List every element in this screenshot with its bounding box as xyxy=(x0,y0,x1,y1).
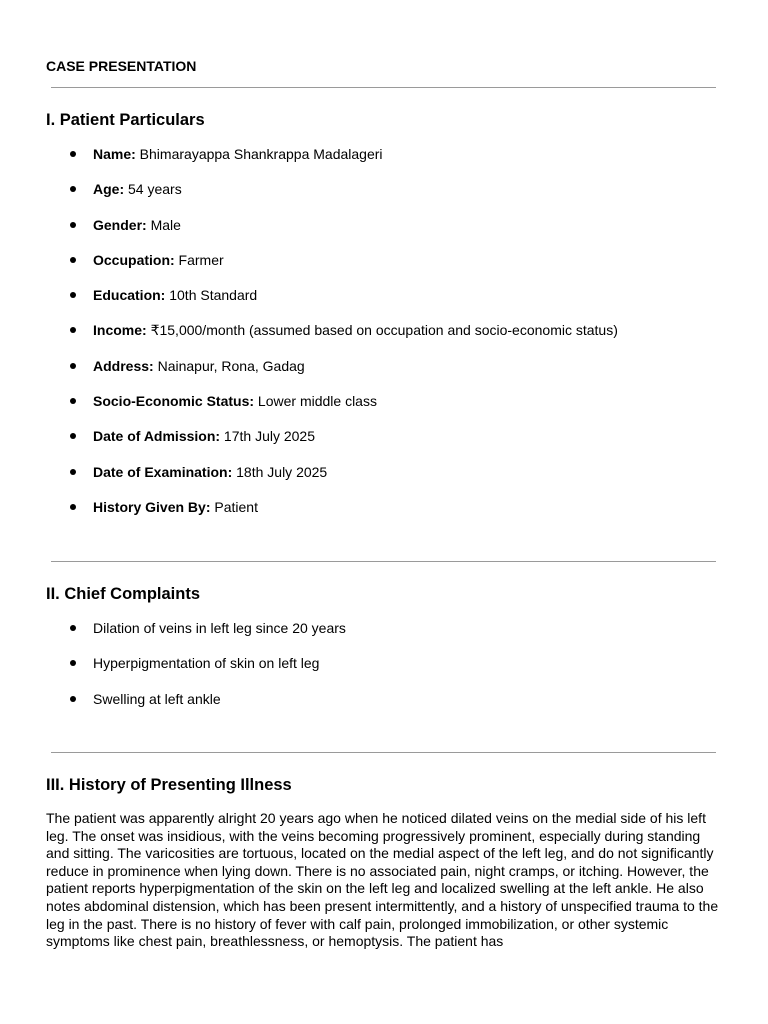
bullet-icon xyxy=(70,363,76,369)
field-label: Date of Examination: xyxy=(93,463,233,480)
section-divider xyxy=(51,561,716,562)
list-item-text xyxy=(93,251,224,269)
field-label: Income: xyxy=(93,322,147,339)
document-title: CASE PRESENTATION xyxy=(46,58,197,74)
list-item-text xyxy=(93,145,383,163)
bullet-icon xyxy=(70,151,76,157)
list-item xyxy=(0,357,768,392)
bullet-icon xyxy=(70,398,76,404)
field-value: Lower middle class xyxy=(254,393,377,410)
field-value: Farmer xyxy=(174,251,224,268)
patient-particulars-list xyxy=(0,145,768,533)
list-item xyxy=(0,392,768,427)
history-paragraph: The patient was apparently alright 20 years ago when he noticed dilated veins on the medial side of his left leg. The onset was insidious, with the veins becoming progressively prominent, especially during standing and sitting. The varicosities are tortuous, located on the medial aspect of the left leg, and do not significantly reduce in prominence when lying down. There is no associated pain, night cramps, or itching. However, the patient reports hyperpigmentation of the skin on the left leg and localized swelling at the left ankle. He also notes abdominal distension, which has been present intermittently, and a history of unspecified trauma to the leg in the past. There is no history of fever with calf pain, prolonged immobilization, or other systemic symptoms like chest pain, breathlessness, or hemoptysis. The patient has xyxy=(46,810,719,950)
field-label: Socio-Economic Status: xyxy=(93,393,255,410)
field-value: 18th July 2025 xyxy=(232,463,328,480)
list-item-text xyxy=(93,357,305,375)
field-value: Bhimarayappa Shankrappa Madalageri xyxy=(135,146,383,162)
field-value: 54 years xyxy=(124,181,182,198)
list-item xyxy=(0,286,768,321)
list-item xyxy=(0,498,768,533)
bullet-icon xyxy=(70,186,76,192)
list-item-text: Dilation of veins in left leg since 20 years xyxy=(93,620,346,636)
field-label: Date of Admission: xyxy=(93,428,221,445)
list-item-text: Swelling at left ankle xyxy=(93,690,221,707)
field-label: Gender: xyxy=(93,216,147,233)
list-item-text xyxy=(93,498,258,516)
bullet-icon xyxy=(70,469,76,475)
bullet-icon xyxy=(70,696,76,702)
field-label: Education: xyxy=(93,287,166,304)
field-label: Age: xyxy=(93,181,125,198)
list-item xyxy=(0,654,768,689)
field-value: 10th Standard xyxy=(165,287,258,304)
list-item-text xyxy=(93,180,182,198)
list-item xyxy=(0,690,768,725)
field-label: History Given By: xyxy=(93,498,211,515)
bullet-icon xyxy=(70,292,76,298)
field-value: Male xyxy=(146,216,181,233)
field-label: Address: xyxy=(93,357,154,374)
bullet-icon xyxy=(70,327,76,333)
field-value: ₹15,000/month (assumed based on occupation and socio-economic status) xyxy=(146,322,618,339)
field-label: Name: xyxy=(93,146,136,162)
bullet-icon xyxy=(70,433,76,439)
list-item-text xyxy=(93,321,618,339)
list-item xyxy=(0,180,768,215)
bullet-icon xyxy=(70,625,76,631)
field-label: Occupation: xyxy=(93,251,175,268)
bullet-icon xyxy=(70,257,76,263)
list-item xyxy=(0,427,768,462)
list-item-text xyxy=(93,463,327,481)
list-item xyxy=(0,251,768,286)
section-divider xyxy=(51,752,716,753)
list-item-text: Hyperpigmentation of skin on left leg xyxy=(93,655,320,672)
section-divider xyxy=(51,87,716,88)
list-item xyxy=(0,321,768,356)
list-item xyxy=(0,619,768,654)
list-item xyxy=(0,216,768,251)
list-item-text xyxy=(93,392,377,410)
field-value: 17th July 2025 xyxy=(220,428,316,445)
chief-complaints-heading: II. Chief Complaints xyxy=(46,585,201,603)
patient-particulars-heading: I. Patient Particulars xyxy=(46,111,205,129)
list-item xyxy=(0,463,768,498)
list-item xyxy=(0,145,768,180)
list-item-text xyxy=(93,216,181,234)
history-presenting-illness-heading: III. History of Presenting Illness xyxy=(46,776,292,794)
list-item-text xyxy=(93,286,257,304)
bullet-icon xyxy=(70,660,76,666)
bullet-icon xyxy=(70,504,76,510)
chief-complaints-list xyxy=(0,619,768,725)
field-value: Patient xyxy=(210,498,258,515)
field-value: Nainapur, Rona, Gadag xyxy=(153,357,305,374)
list-item-text xyxy=(93,427,315,445)
bullet-icon xyxy=(70,222,76,228)
